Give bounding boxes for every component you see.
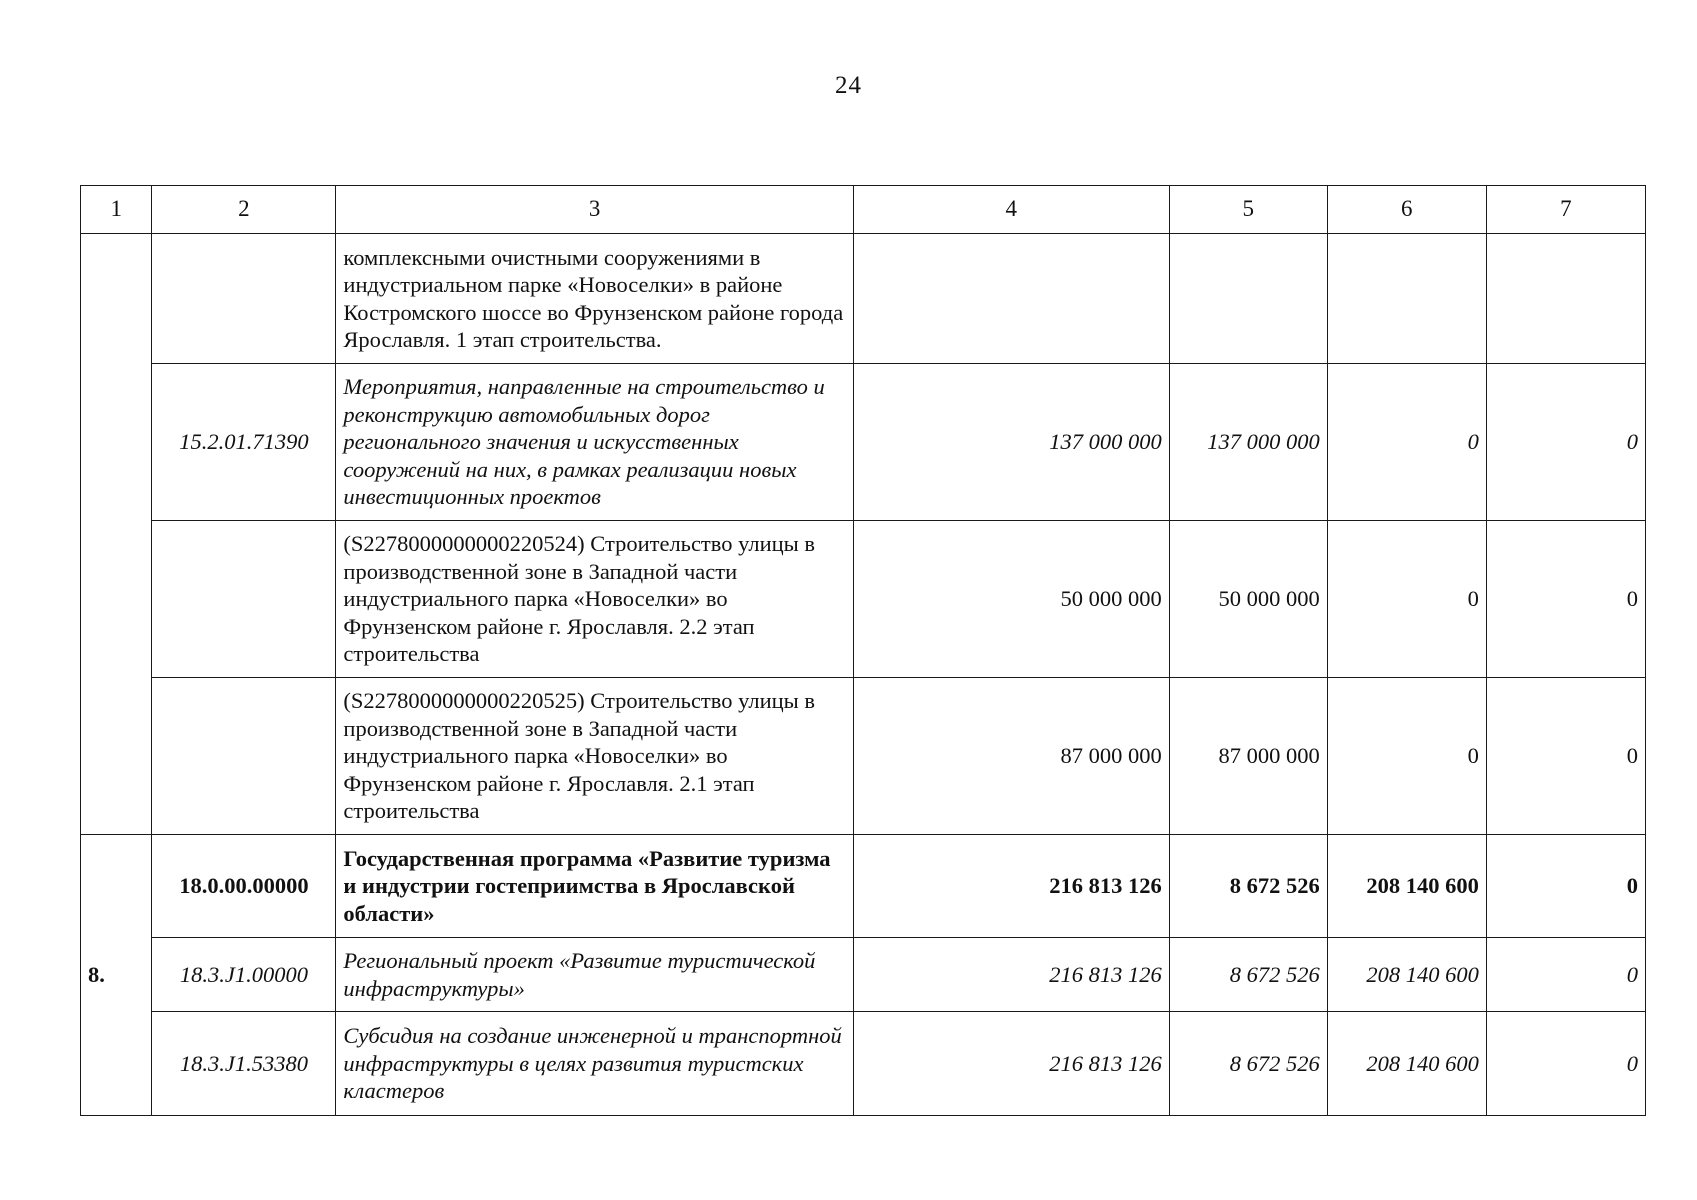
amount-col5: 87 000 000 — [1169, 678, 1327, 835]
table-row — [81, 938, 1646, 1012]
description-cell: комплексными очистными сооружениями в индустриальном парке «Новоселки» в районе Костромского шоссе во Фрунзенском районе города Ярославля. 1 этап строительства. — [336, 234, 853, 364]
amount-col4: 50 000 000 — [853, 521, 1169, 678]
amount-col6: 0 — [1327, 521, 1486, 678]
amount-col7 — [1486, 234, 1645, 364]
description-cell: Субсидия на создание инженерной и транспортной инфраструктуры в целях развития туристских кластеров — [336, 1012, 853, 1116]
description-cell: Государственная программа «Развитие туризма и индустрии гостеприимства в Ярославской области» — [336, 835, 853, 938]
amount-col7: 0 — [1486, 835, 1645, 938]
description-cell: Мероприятия, направленные на строительство и реконструкцию автомобильных дорог регионального значения и искусственных сооружений на них, в рамках реализации новых инвестиционных проектов — [336, 364, 853, 521]
amount-col6: 208 140 600 — [1327, 938, 1486, 1012]
amount-col4 — [853, 234, 1169, 364]
row-number-cell — [81, 234, 152, 835]
budget-table — [80, 185, 1646, 1116]
code-cell: 18.3.J1.00000 — [152, 938, 336, 1012]
amount-col4: 216 813 126 — [853, 835, 1169, 938]
amount-col6 — [1327, 234, 1486, 364]
amount-col4: 87 000 000 — [853, 678, 1169, 835]
table-row — [81, 521, 1646, 678]
code-cell — [152, 234, 336, 364]
amount-col5: 137 000 000 — [1169, 364, 1327, 521]
table-header-row — [81, 186, 1646, 234]
amount-col6: 0 — [1327, 364, 1486, 521]
amount-col5 — [1169, 234, 1327, 364]
table-row — [81, 234, 1646, 364]
code-cell: 18.3.J1.53380 — [152, 1012, 336, 1116]
amount-col7: 0 — [1486, 521, 1645, 678]
code-cell — [152, 521, 336, 678]
description-cell: Региональный проект «Развитие туристической инфраструктуры» — [336, 938, 853, 1012]
amount-col7: 0 — [1486, 364, 1645, 521]
header-col-3: 3 — [336, 186, 853, 234]
header-col-5: 5 — [1169, 186, 1327, 234]
amount-col5: 8 672 526 — [1169, 835, 1327, 938]
amount-col6: 0 — [1327, 678, 1486, 835]
amount-col7: 0 — [1486, 678, 1645, 835]
row-number-cell: 8. — [81, 835, 152, 1116]
header-col-7: 7 — [1486, 186, 1645, 234]
amount-col6: 208 140 600 — [1327, 835, 1486, 938]
table-row — [81, 678, 1646, 835]
header-col-1: 1 — [81, 186, 152, 234]
page-number: 24 — [835, 72, 862, 99]
code-cell — [152, 678, 336, 835]
amount-col7: 0 — [1486, 1012, 1645, 1116]
amount-col5: 8 672 526 — [1169, 938, 1327, 1012]
description-cell: (S2278000000000220525) Строительство улицы в производственной зоне в Западной части индустриального парка «Новоселки» во Фрунзенском районе г. Ярославля. 2.1 этап строительства — [336, 678, 853, 835]
amount-col4: 137 000 000 — [853, 364, 1169, 521]
code-cell: 15.2.01.71390 — [152, 364, 336, 521]
table-row — [81, 364, 1646, 521]
amount-col6: 208 140 600 — [1327, 1012, 1486, 1116]
table-row — [81, 1012, 1646, 1116]
amount-col7: 0 — [1486, 938, 1645, 1012]
code-cell: 18.0.00.00000 — [152, 835, 336, 938]
header-col-4: 4 — [853, 186, 1169, 234]
amount-col5: 50 000 000 — [1169, 521, 1327, 678]
amount-col5: 8 672 526 — [1169, 1012, 1327, 1116]
table-row — [81, 835, 1646, 938]
header-col-6: 6 — [1327, 186, 1486, 234]
header-col-2: 2 — [152, 186, 336, 234]
amount-col4: 216 813 126 — [853, 938, 1169, 1012]
description-cell: (S2278000000000220524) Строительство улицы в производственной зоне в Западной части индустриального парка «Новоселки» во Фрунзенском районе г. Ярославля. 2.2 этап строительства — [336, 521, 853, 678]
amount-col4: 216 813 126 — [853, 1012, 1169, 1116]
